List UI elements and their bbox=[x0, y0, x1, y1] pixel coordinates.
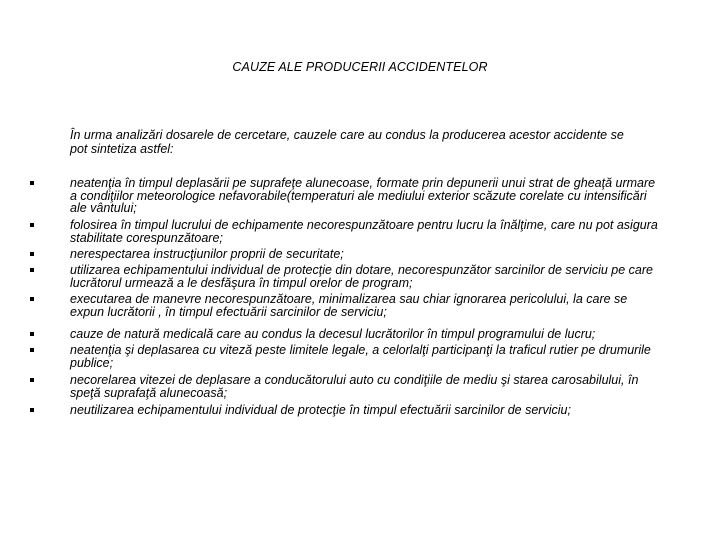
page-title: CAUZE ALE PRODUCERII ACCIDENTELOR bbox=[232, 60, 488, 74]
list-item bbox=[70, 177, 660, 215]
list-item-text: neatenţia în timpul deplasării pe suprafeţe alunecoase, formate prin depunerii unui strat de gheaţă urmare a condiţiilor meteorologice nefavorabile(temperaturi ale mediului exterior scăzute corelate cu intensificări ale vântului; bbox=[70, 176, 656, 215]
bullet-icon bbox=[30, 268, 34, 272]
list-item-text: executarea de manevre necorespunzătoare, minimalizarea sau chiar ignorarea pericolului, la care se expun lucrătorii , în timpul efectuării sarcinilor de serviciu; bbox=[70, 292, 628, 319]
list-item bbox=[70, 374, 660, 399]
list-item-text: neatenţia şi deplasarea cu viteză peste limitele legale, a celorlalţi participanţi la traficul rutier pe drumurile publice; bbox=[70, 343, 651, 370]
list-item-text: necorelarea vitezei de deplasare a conducătorului auto cu condiţiile de mediu şi starea carosabilului, în speţă suprafaţă alunecoasă; bbox=[70, 373, 639, 400]
list-item-text: folosirea în timpul lucrului de echipamente necorespunzătoare pentru lucru la înălţime, care nu pot asigura stabilitate corespunzătoare; bbox=[70, 218, 658, 245]
intro-paragraph: În urma analizări dosarele de cercetare, cauzele care au condus la producerea acestor accidente se pot sintetiza astfel: bbox=[70, 128, 624, 156]
list-item-text: cauze de natură medicală care au condus la decesul lucrătorilor în timpul programului de lucru; bbox=[70, 327, 596, 341]
list-item bbox=[70, 248, 660, 261]
list-item bbox=[70, 344, 660, 369]
list-item bbox=[70, 264, 660, 289]
bullet-icon bbox=[30, 223, 34, 227]
list-item bbox=[70, 219, 660, 244]
bullet-icon bbox=[30, 348, 34, 352]
list-item bbox=[70, 293, 660, 318]
list-item-text: utilizarea echipamentului individual de protecţie din dotare, necorespunzător sarcinilor de serviciu pe care lucrătorul urmează a le desfăşura în timpul orelor de program; bbox=[70, 263, 653, 290]
list-item-text: nerespectarea instrucţiunilor proprii de securitate; bbox=[70, 247, 344, 261]
list-item bbox=[70, 404, 660, 417]
bullet-icon bbox=[30, 408, 34, 412]
bullet-icon bbox=[30, 332, 34, 336]
bullet-icon bbox=[30, 181, 34, 185]
bullet-icon bbox=[30, 297, 34, 301]
list-item bbox=[70, 328, 660, 341]
bullet-icon bbox=[30, 252, 34, 256]
list-item-text: neutilizarea echipamentului individual de protecţie în timpul efectuării sarcinilor de serviciu; bbox=[70, 403, 571, 417]
bullet-icon bbox=[30, 378, 34, 382]
